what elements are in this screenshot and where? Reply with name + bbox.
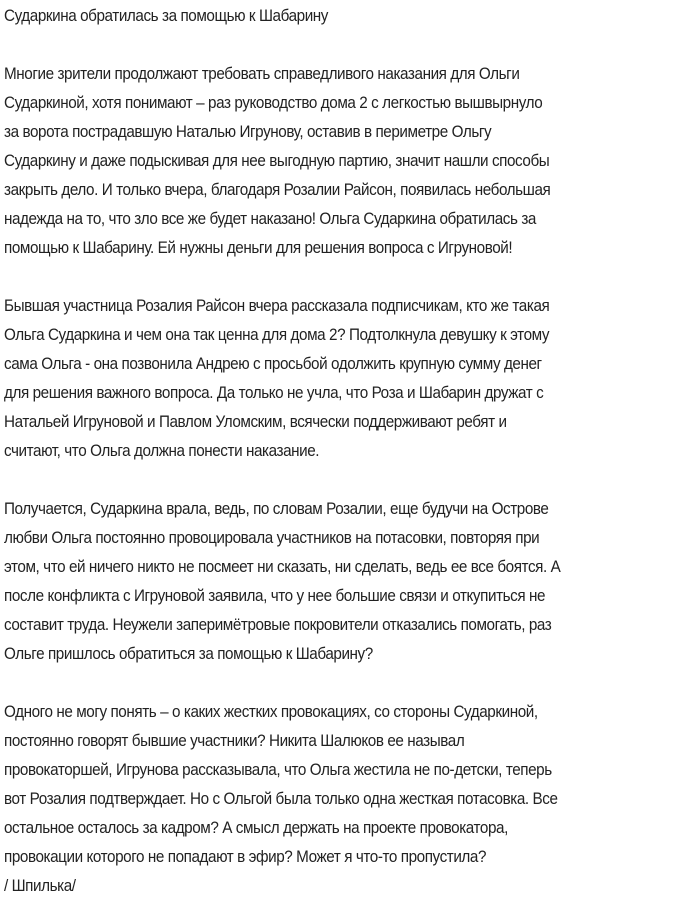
spacer <box>4 31 699 60</box>
spacer <box>4 466 699 495</box>
text-line: провокации которого не попадают в эфир? Может я что-то пропустила? <box>4 848 487 866</box>
text-line: закрыть дело. И только вчера, благодаря Розалии Райсон, появилась небольшая <box>4 181 551 199</box>
author-signature: / Шпилька/ <box>4 877 76 895</box>
text-line: Бывшая участница Розалия Райсон вчера рассказала подписчикам, кто же такая <box>4 297 550 315</box>
spacer <box>4 263 699 292</box>
text-line: вот Розалия подтверждает. Но с Ольгой была только одна жесткая потасовка. Все <box>4 790 558 808</box>
spacer <box>4 669 699 698</box>
text-line: провокаторшей, Игрунова рассказывала, что Ольга жестила не по-детски, теперь <box>4 761 552 779</box>
article-title: Сударкина обратилась за помощью к Шабарину <box>4 7 329 25</box>
text-line: помощью к Шабарину. Ей нужны деньги для решения вопроса с Игруновой! <box>4 239 513 257</box>
text-line: Одного не могу понять – о каких жестких провокациях, со стороны Сударкиной, <box>4 703 538 721</box>
text-line: Натальей Игруновой и Павлом Уломским, всячески поддерживают ребят и <box>4 413 507 431</box>
text-line: сама Ольга - она позвонила Андрею с просьбой одолжить крупную сумму денег <box>4 355 542 373</box>
text-line: остальное осталось за кадром? А смысл держать на проекте провокатора, <box>4 819 508 837</box>
text-line: Сударкину и даже подыскивая для нее выгодную партию, значит нашли способы <box>4 152 550 170</box>
paragraph-3 <box>4 495 699 669</box>
text-line: за ворота пострадавшую Наталью Игрунову, оставив в периметре Ольгу <box>4 123 492 141</box>
paragraph-4 <box>4 698 699 872</box>
text-line: любви Ольга постоянно провоцировала участников на потасовки, повторяя при <box>4 529 540 547</box>
text-line: Многие зрители продолжают требовать справедливого наказания для Ольги <box>4 65 520 83</box>
article <box>0 2 699 901</box>
text-line: для решения важного вопроса. Да только не учла, что Роза и Шабарин дружат с <box>4 384 544 402</box>
paragraph-2 <box>4 292 699 466</box>
text-line: Ольга Сударкина и чем она так ценна для дома 2? Подтолкнула девушку к этому <box>4 326 550 344</box>
paragraph-1 <box>4 60 699 263</box>
text-line: составит труда. Неужели заперимётровые покровители отказались помогать, раз <box>4 616 552 634</box>
text-line: после конфликта с Игруновой заявила, что у нее большие связи и откупиться не <box>4 587 546 605</box>
text-line: этом, что ей ничего никто не посмеет ни сказать, ни сделать, ведь ее все боятся. А <box>4 558 561 576</box>
text-line: постоянно говорят бывшие участники? Никита Шалюков ее называл <box>4 732 465 750</box>
text-line: Получается, Сударкина врала, ведь, по словам Розалии, еще будучи на Острове <box>4 500 549 518</box>
text-line: считают, что Ольга должна понести наказание. <box>4 442 320 460</box>
text-line: Сударкиной, хотя понимают – раз руководство дома 2 с легкостью вышвырнуло <box>4 94 543 112</box>
text-line: надежда на то, что зло все же будет наказано! Ольга Сударкина обратилась за <box>4 210 536 228</box>
text-line: Ольге пришлось обратиться за помощью к Шабарину? <box>4 645 373 663</box>
